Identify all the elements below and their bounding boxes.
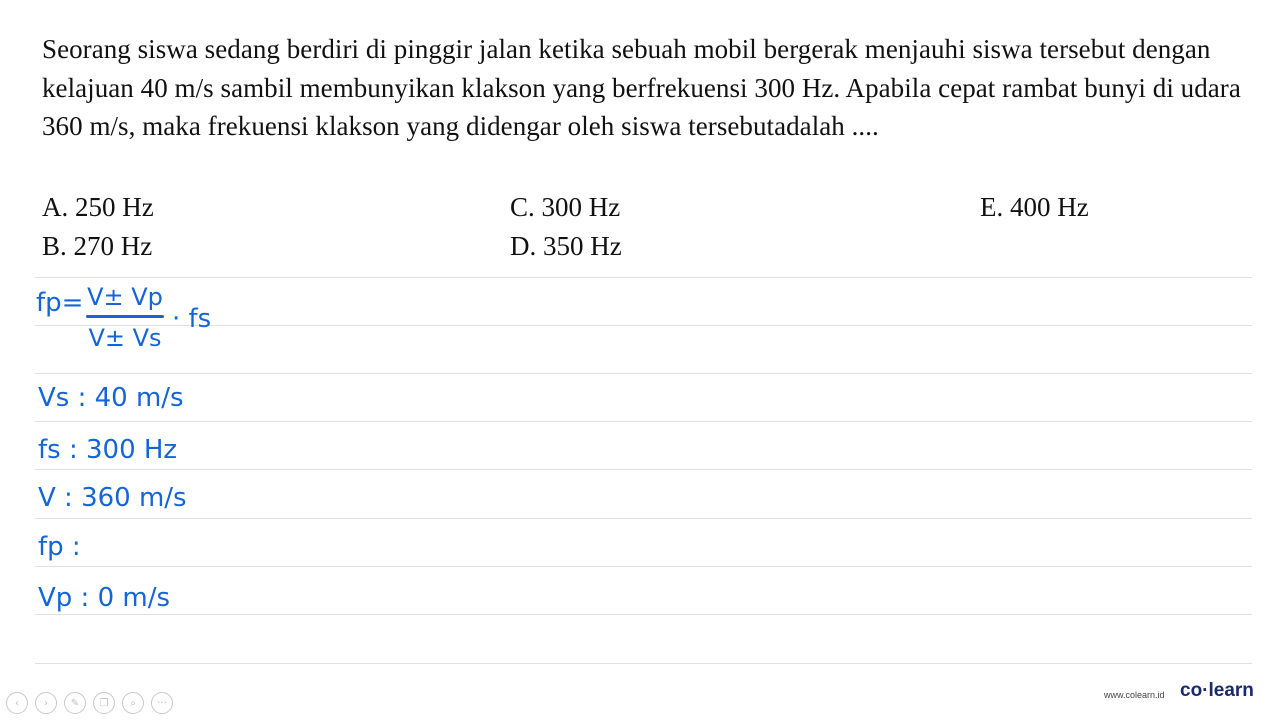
formula-fraction xyxy=(86,281,164,354)
ruled-line xyxy=(35,566,1252,567)
ruled-line xyxy=(35,518,1252,519)
player-toolbar xyxy=(6,692,173,714)
ruled-line xyxy=(35,373,1252,374)
option-e: E. 400 Hz xyxy=(980,192,1089,222)
ruled-line xyxy=(35,325,1252,326)
ruled-line xyxy=(35,469,1252,470)
ruled-line xyxy=(35,277,1252,278)
back-icon[interactable]: ‹ xyxy=(6,692,28,714)
forward-icon[interactable]: › xyxy=(35,692,57,714)
formula-rhs: · fs xyxy=(172,304,212,334)
option-b: B. 270 Hz xyxy=(42,231,153,261)
unknown-fp: fp : xyxy=(38,532,81,562)
ruled-line xyxy=(35,421,1252,422)
given-vs: Vs : 40 m/s xyxy=(38,383,184,413)
formula-denominator: V± Vs xyxy=(88,324,162,352)
ruled-line xyxy=(35,663,1252,664)
ruled-line xyxy=(35,614,1252,615)
more-icon[interactable]: ··· xyxy=(151,692,173,714)
pen-icon[interactable]: ✎ xyxy=(64,692,86,714)
given-vp: Vp : 0 m/s xyxy=(38,583,171,613)
option-c: C. 300 Hz xyxy=(510,192,621,222)
question-text: Seorang siswa sedang berdiri di pinggir jalan ketika sebuah mobil bergerak menjauhi siswa tersebut dengan kelajuan 40 m/s sambil membunyikan klakson yang berfrekuensi 300 Hz. Apabila cepat rambat bunyi di udara 360 m/s, maka frekuensi klakson yang didengar oleh siswa tersebutadalah .... xyxy=(42,34,1241,141)
option-a: A. 250 Hz xyxy=(42,192,154,222)
formula-numerator: V± Vp xyxy=(87,283,163,311)
copy-icon[interactable]: ❐ xyxy=(93,692,115,714)
formula-lhs: fp= xyxy=(36,288,84,318)
given-fs: fs : 300 Hz xyxy=(38,435,178,465)
fraction-bar xyxy=(86,315,164,318)
option-d: D. 350 Hz xyxy=(510,231,622,261)
zoom-icon[interactable]: ⌕ xyxy=(122,692,144,714)
given-v: V : 360 m/s xyxy=(38,483,187,513)
brand-logo: co·learn xyxy=(1180,680,1254,701)
footer-url: www.colearn.id xyxy=(1104,690,1165,700)
